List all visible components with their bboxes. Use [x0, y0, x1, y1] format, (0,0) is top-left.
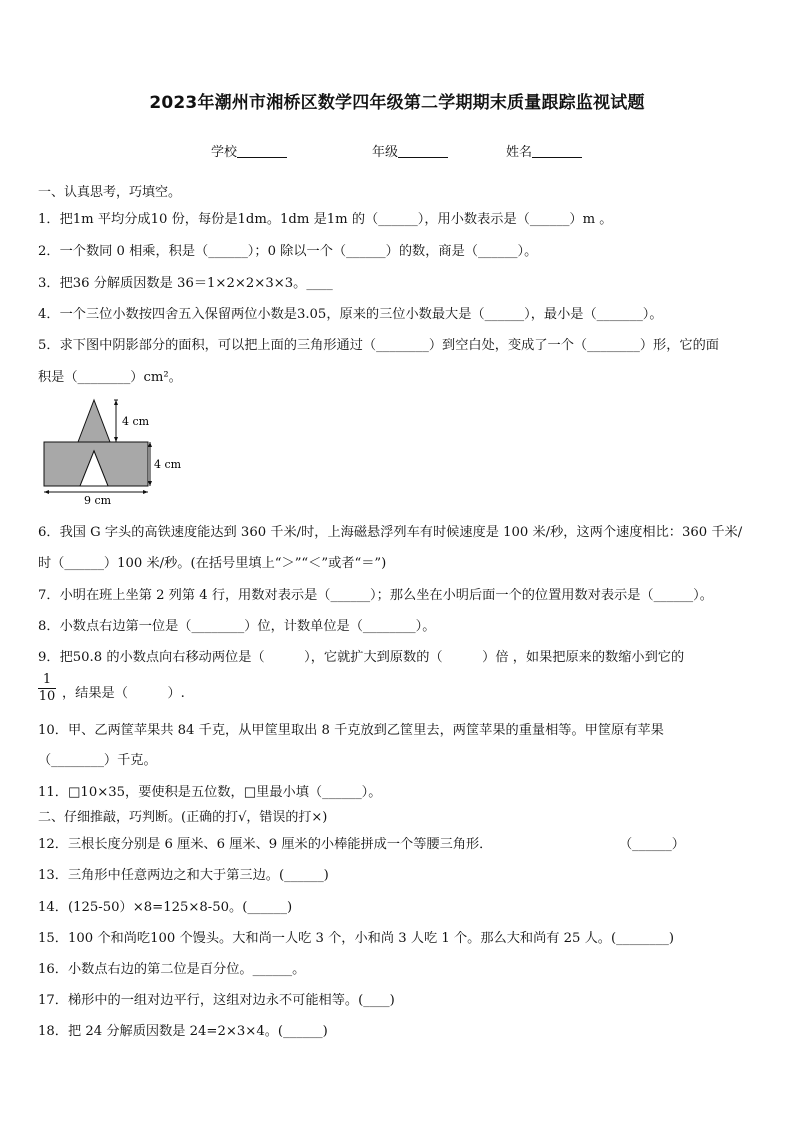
question-13: 13．三角形中任意两边之和大于第三边。(______): [38, 868, 329, 883]
question-8: 8．小数点右边第一位是（________）位，计数单位是（________）。: [38, 619, 436, 634]
school-field: [211, 141, 287, 160]
fraction-denominator: 10: [38, 689, 56, 704]
name-field: [506, 141, 582, 160]
section-heading-fill-in: 一、认真思考，巧填空。: [38, 185, 182, 200]
bottom-width-arrow-right: [143, 490, 148, 494]
grade-blank[interactable]: [398, 145, 448, 158]
question-14: 14．(125-50）×8=125×8-50。(______): [38, 900, 293, 915]
top-height-arrow-down: [114, 437, 118, 442]
bottom-width-arrow-left: [44, 490, 49, 494]
question-9-line-1: 9．把50.8 的小数点向右移动两位是（ ），它就扩大到原数的（ ）倍 ，如果把原来的数缩小到它的: [38, 650, 685, 665]
question-5-line-2: 积是（________）cm²。: [38, 370, 182, 385]
question-6-line-1: 6．我国 G 字头的高铁速度能达到 360 千米/时，上海磁悬浮列车有时候速度是 100 米/秒，这两个速度相比：360 千米/: [38, 525, 743, 540]
top-triangle-shape: [78, 400, 110, 442]
question-7: 7．小明在班上坐第 2 列第 4 行，用数对表示是（______）；那么坐在小明后面一个的位置用数对表示是（______）。: [38, 588, 713, 603]
question-17: 17．梯形中的一组对边平行，这组对边永不可能相等。(____): [38, 993, 395, 1008]
question-10-line-1: 10．甲、乙两筐苹果共 84 千克，从甲筐里取出 8 千克放到乙筐里去，两筐苹果的重量相等。甲筐原有苹果: [38, 723, 664, 738]
question-10-line-2: （________）千克。: [38, 753, 157, 768]
question-4: 4．一个三位小数按四舍五入保留两位小数是3.05，原来的三位小数最大是（______），最小是（_______）。: [38, 307, 663, 322]
question-2: 2．一个数同 0 相乘，积是（______）；0 除以一个（______）的数，商是（______）。: [38, 244, 538, 259]
bottom-width-label: 9 cm: [84, 494, 112, 507]
question-11: 11．□10×35，要使积是五位数，□里最小填（______）。: [38, 785, 382, 800]
name-blank[interactable]: [532, 145, 582, 158]
question-12: 12．三根长度分别是 6 厘米、6 厘米、9 厘米的小棒能拼成一个等腰三角形．: [38, 837, 493, 852]
question-5-line-1: 5．求下图中阴影部分的面积，可以把上面的三角形通过（________）到空白处，变成了一个（________）形，它的面: [38, 338, 719, 353]
question-12-answer-blank: （______）: [619, 837, 685, 852]
question-1: 1．把1m 平均分成10 份，每份是1dm。1dm 是1m 的（______），用小数表示是（______）m 。: [38, 212, 613, 227]
fraction-numerator: 1: [38, 672, 56, 689]
question-9-line-2: ，结果是（ ）.: [62, 686, 185, 701]
grade-field: [372, 141, 448, 160]
top-height-label: 4 cm: [122, 415, 150, 428]
question-18: 18．把 24 分解质因数是 24=2×3×4。(______): [38, 1024, 328, 1039]
geometry-figure: [38, 393, 198, 507]
section-heading-true-false: 二、仔细推敲，巧判断。(正确的打√，错误的打×): [38, 810, 328, 825]
question-6-line-2: 时（______）100 米/秒。(在括号里填上“＞”“＜”或者“＝”): [38, 556, 387, 571]
school-label: 学校: [211, 145, 238, 160]
school-blank[interactable]: [237, 145, 287, 158]
question-16: 16．小数点右边的第二位是百分位。______。: [38, 962, 306, 977]
name-label: 姓名: [506, 145, 533, 160]
page-title: 2023年潮州市湘桥区数学四年级第二学期期末质量跟踪监视试题: [149, 93, 645, 113]
top-height-arrow-up: [114, 400, 118, 405]
question-15: 15．100 个和尚吃100 个馒头。大和尚一人吃 3 个，小和尚 3 人吃 1 个。那么大和尚有 25 人。(________): [38, 931, 675, 946]
fraction-one-tenth: [38, 672, 56, 705]
question-3: 3．把36 分解质因数是 36＝1×2×2×3×3。____: [38, 276, 333, 291]
right-height-arrow-down: [148, 481, 152, 486]
right-height-label: 4 cm: [154, 458, 182, 471]
right-height-arrow-up: [148, 442, 152, 447]
grade-label: 年级: [372, 145, 399, 160]
